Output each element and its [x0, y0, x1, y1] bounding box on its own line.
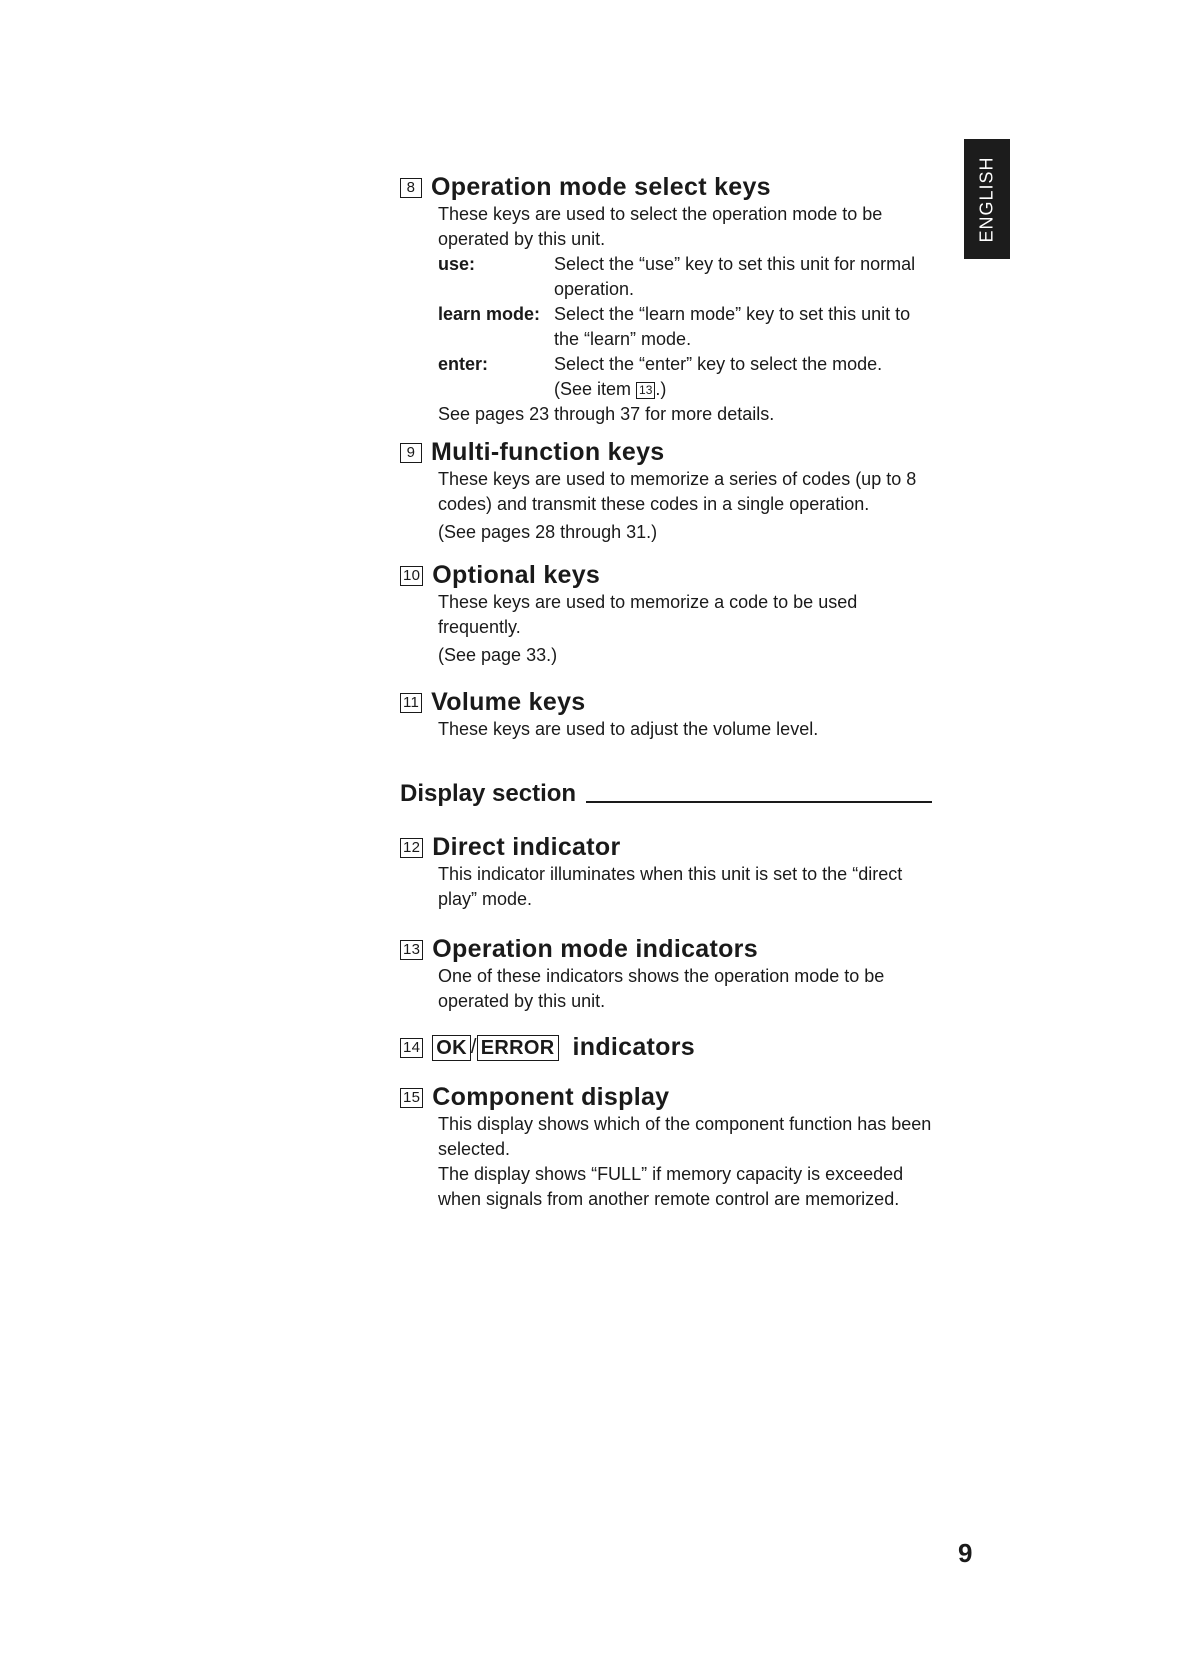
section-operation-mode-select-keys	[400, 173, 940, 427]
language-tab-label: ENGLISH	[976, 155, 997, 243]
term-learn-mode: learn mode:	[438, 304, 541, 324]
section-text: This indicator illuminates when this unit is set to the “direct play” mode.	[438, 864, 903, 909]
ok-label: OK	[432, 1035, 471, 1061]
definition-learn-mode	[438, 302, 940, 352]
section-title: Component display	[432, 1083, 670, 1111]
section-title: Optional keys	[432, 561, 601, 589]
section-text: These keys are used to memorize a code to be used frequently.	[438, 592, 858, 637]
section-title: Multi-function keys	[431, 438, 665, 466]
section-heading	[400, 935, 940, 964]
item-number: 13	[400, 940, 423, 960]
section-multi-function-keys	[400, 438, 940, 545]
section-title: Direct indicator	[432, 833, 621, 861]
section-heading	[400, 1083, 940, 1112]
item-number: 8	[400, 178, 422, 198]
section-ok-error-indicators	[400, 1033, 940, 1062]
term-enter: enter:	[438, 354, 489, 374]
section-volume-keys	[400, 688, 940, 742]
section-title: Operation mode select keys	[431, 173, 771, 201]
item-number: 12	[400, 838, 423, 858]
definition-use	[438, 252, 940, 302]
section-see: (See page 33.)	[438, 645, 558, 665]
section-text: These keys are used to memorize a series of codes (up to 8 codes) and transmit these codes in a single operation.	[438, 469, 917, 514]
section-heading	[400, 1033, 940, 1062]
section-text: These keys are used to select the operation mode to be operated by this unit.	[438, 204, 883, 249]
section-text: This display shows which of the component function has been selected.	[438, 1114, 932, 1159]
definition-enter	[438, 352, 940, 402]
item-number: 15	[400, 1088, 423, 1108]
section-text: One of these indicators shows the operation mode to be operated by this unit.	[438, 966, 885, 1011]
section-heading	[400, 173, 940, 202]
item-number: 9	[400, 443, 422, 463]
section-direct-indicator	[400, 833, 940, 912]
item-ref-number: 13	[636, 382, 655, 399]
desc-enter-text: Select the “enter” key to select the mode.	[554, 354, 883, 374]
heading-rule	[586, 801, 932, 803]
language-tab	[964, 139, 1010, 259]
section-see: (See pages 28 through 31.)	[438, 522, 658, 542]
ok-error-separator: /	[470, 1036, 477, 1058]
section-text: The display shows “FULL” if memory capacity is exceeded when signals from another remote control are memorized.	[438, 1164, 904, 1209]
page-number: 9	[958, 1538, 973, 1568]
section-operation-mode-indicators	[400, 935, 940, 1014]
desc-learn-mode: Select the “learn mode” key to set this unit to the “learn” mode.	[554, 304, 911, 349]
section-heading	[400, 688, 940, 717]
section-heading	[400, 438, 940, 467]
section-text: These keys are used to adjust the volume level.	[438, 719, 819, 739]
see-item-prefix: (See item	[554, 379, 632, 399]
section-title: Operation mode indicators	[432, 935, 758, 963]
section-heading	[400, 561, 940, 590]
section-title: indicators	[572, 1033, 695, 1061]
section-heading	[400, 833, 940, 862]
desc-enter	[554, 352, 940, 402]
term-use: use:	[438, 254, 476, 274]
item-number: 10	[400, 566, 423, 586]
desc-use: Select the “use” key to set this unit for normal operation.	[554, 254, 916, 299]
section-title: Volume keys	[431, 688, 586, 716]
see-item-suffix: .)	[655, 379, 667, 399]
section-footer: See pages 23 through 37 for more details.	[438, 404, 775, 424]
item-number: 14	[400, 1038, 423, 1058]
display-section-heading	[400, 780, 932, 808]
error-label: ERROR	[477, 1035, 559, 1061]
item-number: 11	[400, 693, 422, 713]
section-component-display	[400, 1083, 940, 1212]
display-section-title: Display section	[400, 780, 577, 807]
section-optional-keys	[400, 561, 940, 668]
